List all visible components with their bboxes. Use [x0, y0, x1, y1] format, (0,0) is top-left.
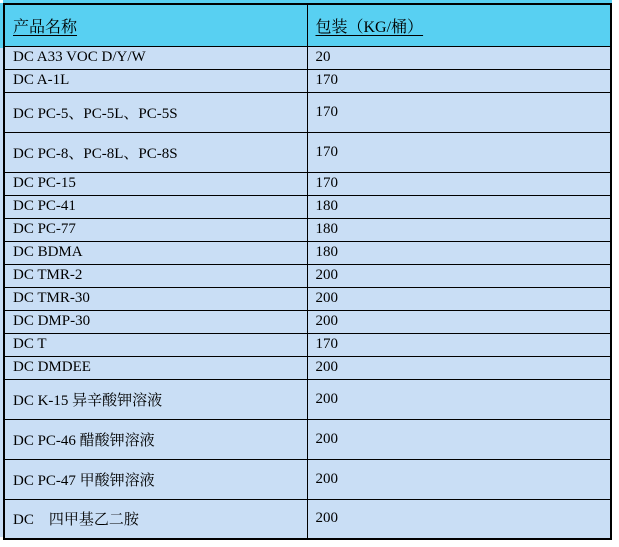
- packaging-value-cell: 200: [307, 264, 611, 287]
- table-left-edge-fill-body: [0, 48, 3, 537]
- packaging-value-cell: 170: [307, 69, 611, 92]
- column-header-packaging-label: 包装（KG/桶）: [315, 18, 424, 36]
- packaging-value-cell: 20: [307, 46, 611, 69]
- packaging-value-cell: 200: [307, 356, 611, 379]
- table-row: [4, 287, 611, 310]
- packaging-value-cell: 170: [307, 172, 611, 195]
- column-header-product: [4, 4, 307, 46]
- packaging-value-cell: 200: [307, 419, 611, 459]
- table-row: [4, 379, 611, 419]
- table-row: [4, 499, 611, 539]
- table-row: [4, 356, 611, 379]
- packaging-value-cell: 170: [307, 132, 611, 172]
- product-name-cell: DC PC-41: [4, 195, 307, 218]
- product-name-cell: DC BDMA: [4, 241, 307, 264]
- product-name-cell: DC PC-47 甲酸钾溶液: [4, 459, 307, 499]
- product-name-cell: DC A-1L: [4, 69, 307, 92]
- header-row: [4, 4, 611, 46]
- table-row: [4, 459, 611, 499]
- packaging-value-cell: 170: [307, 92, 611, 132]
- product-packaging-table: [3, 3, 612, 540]
- table-row: [4, 69, 611, 92]
- table-row: [4, 310, 611, 333]
- packaging-value-cell: 180: [307, 195, 611, 218]
- product-name-cell: DC T: [4, 333, 307, 356]
- packaging-value-cell: 200: [307, 459, 611, 499]
- product-name-cell: DC PC-5、PC-5L、PC-5S: [4, 92, 307, 132]
- table-row: [4, 46, 611, 69]
- packaging-value-cell: 200: [307, 310, 611, 333]
- product-name-cell: DC TMR-2: [4, 264, 307, 287]
- table-row: [4, 172, 611, 195]
- product-name-cell: DC K-15 异辛酸钾溶液: [4, 379, 307, 419]
- table-row: [4, 419, 611, 459]
- table-row: [4, 264, 611, 287]
- table-body: [4, 46, 611, 539]
- table-left-edge-fill-header: [0, 3, 3, 48]
- product-name-cell: DC DMDEE: [4, 356, 307, 379]
- packaging-value-cell: 200: [307, 379, 611, 419]
- table-row: [4, 218, 611, 241]
- product-name-cell: DC 四甲基乙二胺: [4, 499, 307, 539]
- packaging-value-cell: 200: [307, 499, 611, 539]
- table-top-edge-fill: [3, 0, 612, 3]
- packaging-value-cell: 180: [307, 241, 611, 264]
- packaging-value-cell: 200: [307, 287, 611, 310]
- product-name-cell: DC PC-46 醋酸钾溶液: [4, 419, 307, 459]
- column-header-packaging: [307, 4, 611, 46]
- product-name-cell: DC A33 VOC D/Y/W: [4, 46, 307, 69]
- packaging-value-cell: 180: [307, 218, 611, 241]
- packaging-value-cell: 170: [307, 333, 611, 356]
- column-header-product-label: 产品名称: [13, 18, 78, 36]
- table-header: [4, 4, 611, 46]
- table-row: [4, 195, 611, 218]
- table-row: [4, 92, 611, 132]
- product-name-cell: DC PC-15: [4, 172, 307, 195]
- table-row: [4, 132, 611, 172]
- product-name-cell: DC DMP-30: [4, 310, 307, 333]
- product-name-cell: DC PC-8、PC-8L、PC-8S: [4, 132, 307, 172]
- table-row: [4, 333, 611, 356]
- product-name-cell: DC PC-77: [4, 218, 307, 241]
- table-row: [4, 241, 611, 264]
- product-name-cell: DC TMR-30: [4, 287, 307, 310]
